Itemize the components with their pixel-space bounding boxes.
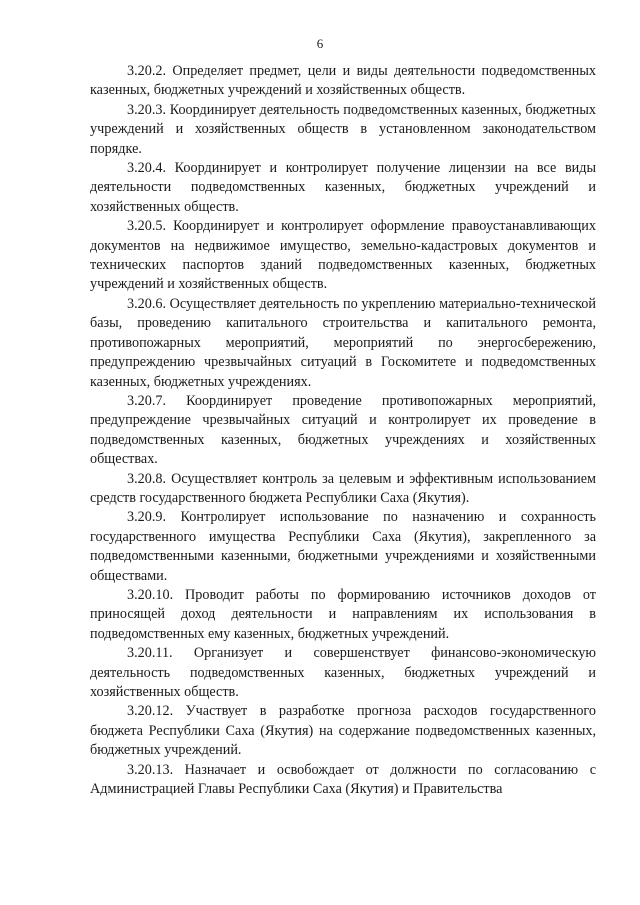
page-number: 6 (316, 36, 324, 51)
paragraph-3-20-10: 3.20.10. Проводит работы по формированию источников доходов от приносящей доход деятельности и направлениям их использования в подведомственных ему казенных, бюджетных учреждений. (90, 586, 596, 642)
paragraph-3-20-3: 3.20.3. Координирует деятельность подведомственных казенных, бюджетных учреждений и хозяйственных обществ в установленном законодательством порядке. (90, 101, 596, 157)
paragraph-3-20-5: 3.20.5. Координирует и контролирует оформление правоустанавливающих документов на недвижимое имущество, земельно-кадастровых документов и технических паспортов зданий подведомственных казенных, бюджетных учреждений и хозяйственных обществ. (90, 218, 596, 293)
paragraph-3-20-11: 3.20.11. Организует и совершенствует финансово-экономическую деятельность подведомственных казенных, бюджетных учреждений и хозяйственных обществ. (90, 645, 596, 700)
paragraph-3-20-2: 3.20.2. Определяет предмет, цели и виды деятельности подведомственных казенных, бюджетных учреждений и хозяйственных обществ. (90, 63, 596, 99)
paragraph-3-20-12: 3.20.12. Участвует в разработке прогноза расходов государственного бюджета Республики Саха (Якутия) на содержание подведомственных казенных, бюджетных учреждений. (90, 703, 596, 759)
paragraph-3-20-4: 3.20.4. Координирует и контролирует получение лицензии на все виды деятельности подведомственных казенных, бюджетных учреждений и хозяйственных обществ. (90, 160, 596, 215)
paragraph-3-20-9: 3.20.9. Контролирует использование по назначению и сохранность государственного имущества Республики Саха (Якутия), закрепленного за подведомственными казенными, бюджетными учреждениями и хозяйственными обществами. (90, 509, 596, 584)
paragraph-3-20-7: 3.20.7. Координирует проведение противопожарных мероприятий, предупреждение чрезвычайных ситуаций и контролирует их проведение в подведомственных казенных, бюджетных учреждениях и хозяйственных обществах. (90, 392, 596, 468)
paragraph-3-20-13: 3.20.13. Назначает и освобождает от должности по согласованию с Администрацией Главы Республики Саха (Якутия) и Правительства (90, 761, 596, 798)
paragraph-3-20-6: 3.20.6. Осуществляет деятельность по укреплению материально-технической базы, проведению капитального строительства и капитального ремонта, противопожарных мероприятий, мероприятий по энергосбережению, предупреждению чрезвычайных ситуаций в Госкомитете и подведомственных казенных, бюджетных учреждениях. (90, 295, 596, 390)
document-body (90, 62, 596, 799)
paragraph-3-20-8: 3.20.8. Осуществляет контроль за целевым и эффективным использованием средств государственного бюджета Республики Саха (Якутия). (90, 470, 596, 506)
